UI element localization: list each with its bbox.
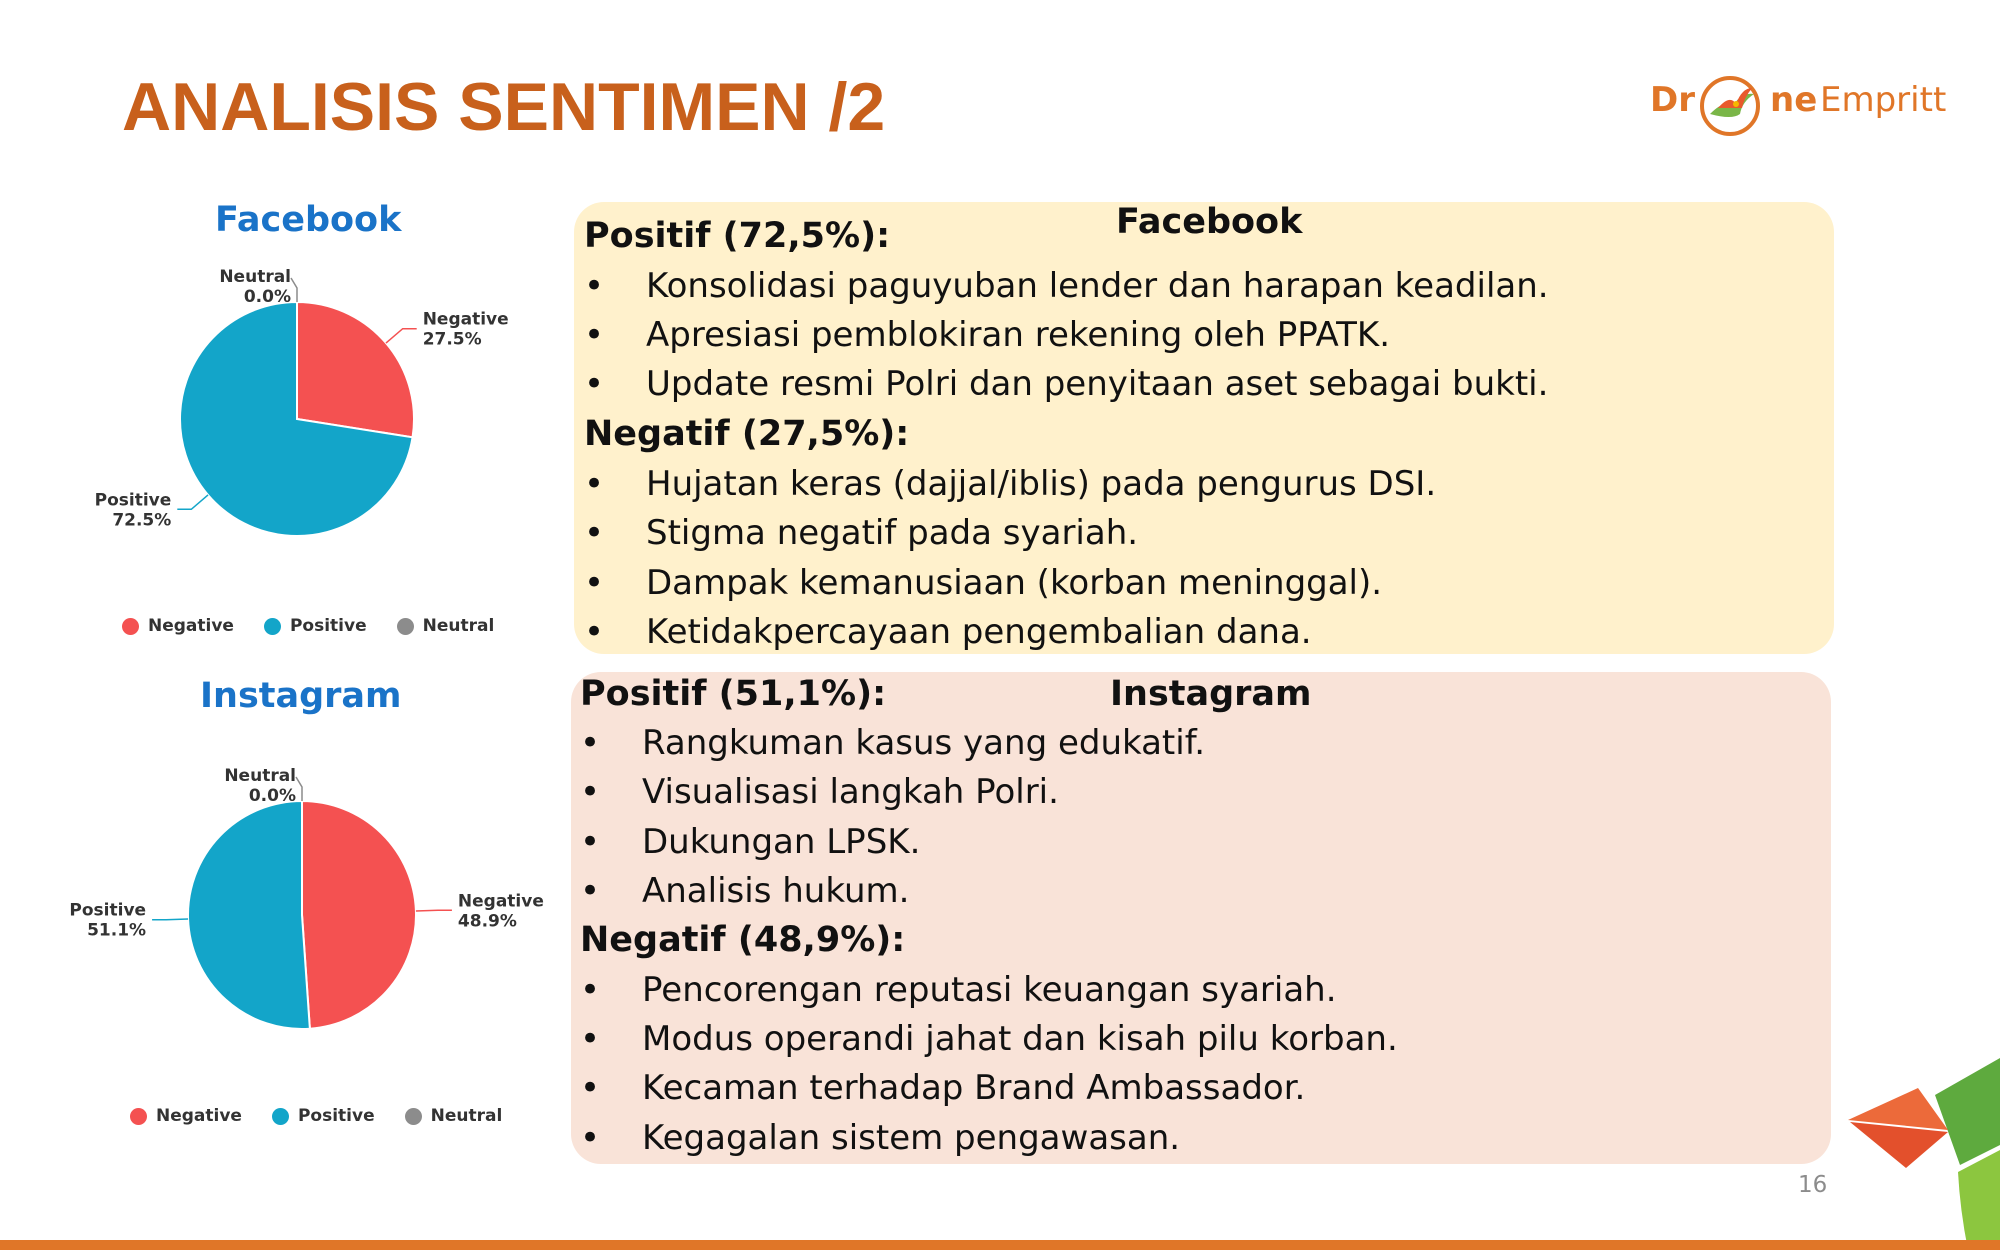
pie-label-negative: Negative bbox=[457, 891, 544, 912]
list-item-text: Pencorengan reputasi keuangan syariah. bbox=[642, 970, 1337, 1010]
pie-leader-line-positive bbox=[152, 919, 188, 920]
facebook-chart-title: Facebook bbox=[215, 200, 402, 240]
bullet-icon: • bbox=[580, 970, 601, 1010]
list-item-text: Ketidakpercayaan pengembalian dana. bbox=[646, 612, 1312, 652]
pie-slice-negative bbox=[302, 801, 416, 1029]
list-item-text: Visualisasi langkah Polri. bbox=[642, 772, 1059, 812]
legend-label-positive: Positive bbox=[297, 1106, 375, 1126]
logo-text-part3: Empritt bbox=[1820, 80, 1947, 120]
legend-label-neutral: Neutral bbox=[422, 616, 495, 636]
instagram-negative-heading: Negatif (48,9%): bbox=[580, 920, 906, 960]
bullet-icon: • bbox=[584, 266, 605, 306]
pie-label-neutral: Neutral bbox=[224, 766, 296, 786]
pie-value-label-neutral: 0.0% bbox=[248, 786, 296, 806]
list-item-text: Hujatan keras (dajjal/iblis) pada pengurus DSI. bbox=[646, 464, 1437, 504]
page-number: 16 bbox=[1798, 1172, 1828, 1198]
list-item-text: Stigma negatif pada syariah. bbox=[646, 513, 1139, 553]
bullet-icon: • bbox=[584, 513, 605, 553]
list-item-text: Rangkuman kasus yang edukatif. bbox=[642, 723, 1206, 763]
list-item-text: Kegagalan sistem pengawasan. bbox=[642, 1118, 1181, 1158]
pie-value-label-negative: 27.5% bbox=[422, 329, 482, 350]
logo-text-part1: Dr bbox=[1650, 80, 1695, 120]
legend-dot-neutral bbox=[405, 1108, 422, 1125]
bullet-icon: • bbox=[584, 612, 605, 652]
logo-text-part2: ne bbox=[1770, 80, 1818, 120]
legend-dot-negative bbox=[130, 1108, 147, 1125]
pie-leader-line-neutral bbox=[296, 777, 302, 801]
facebook-positive-heading: Positif (72,5%): bbox=[584, 216, 891, 256]
pie-label-negative: Negative bbox=[422, 309, 509, 330]
list-item-text: Kecaman terhadap Brand Ambassador. bbox=[642, 1068, 1306, 1108]
bullet-icon: • bbox=[580, 772, 601, 812]
pie-label-positive: Positive bbox=[94, 490, 172, 511]
instagram-positive-heading: Positif (51,1%): bbox=[580, 674, 887, 714]
drone-emprit-logo bbox=[1650, 74, 1947, 138]
list-item-text: Update resmi Polri dan penyitaan aset sebagai bukti. bbox=[646, 364, 1549, 404]
list-item-text: Dukungan LPSK. bbox=[642, 822, 921, 862]
bullet-icon: • bbox=[584, 315, 605, 355]
list-item-text: Modus operandi jahat dan kisah pilu korban. bbox=[642, 1019, 1398, 1059]
instagram-chart-title: Instagram bbox=[200, 676, 402, 716]
drone-bird-icon bbox=[1696, 74, 1766, 138]
legend-label-negative: Negative bbox=[148, 616, 234, 636]
pie-value-label-positive: 72.5% bbox=[112, 510, 172, 531]
facebook-negative-heading: Negatif (27,5%): bbox=[584, 414, 910, 454]
bullet-icon: • bbox=[580, 1118, 601, 1158]
instagram-legend bbox=[130, 1106, 532, 1126]
pie-value-label-neutral: 0.0% bbox=[243, 287, 291, 307]
pie-label-neutral: Neutral bbox=[219, 267, 291, 287]
pie-slice-positive bbox=[188, 801, 310, 1029]
bullet-icon: • bbox=[580, 822, 601, 862]
bullet-icon: • bbox=[580, 1019, 601, 1059]
legend-item-neutral bbox=[405, 1106, 503, 1126]
slide-title: ANALISIS SENTIMEN /2 bbox=[122, 69, 886, 145]
bullet-icon: • bbox=[584, 563, 605, 603]
pie-value-label-negative: 48.9% bbox=[457, 911, 517, 932]
legend-dot-positive bbox=[272, 1108, 289, 1125]
list-item-text: Konsolidasi paguyuban lender dan harapan keadilan. bbox=[646, 266, 1549, 306]
list-item-text: Dampak kemanusiaan (korban meninggal). bbox=[646, 563, 1383, 603]
list-item-text: Analisis hukum. bbox=[642, 871, 910, 911]
pie-label-positive: Positive bbox=[69, 900, 147, 921]
bullet-icon: • bbox=[580, 871, 601, 911]
facebook-panel-title: Facebook bbox=[1116, 202, 1303, 242]
bottom-accent-bar bbox=[0, 1240, 2000, 1250]
instagram-panel-title: Instagram bbox=[1110, 674, 1312, 714]
bullet-icon: • bbox=[584, 464, 605, 504]
bullet-icon: • bbox=[584, 364, 605, 404]
pie-leader-line-negative bbox=[416, 910, 452, 911]
corner-leaf-decoration bbox=[1840, 1050, 2000, 1250]
bullet-icon: • bbox=[580, 1068, 601, 1108]
bullet-icon: • bbox=[580, 723, 601, 763]
instagram-pie-chart bbox=[0, 0, 560, 1160]
pie-value-label-positive: 51.1% bbox=[87, 920, 147, 941]
legend-label-negative: Negative bbox=[156, 1106, 242, 1126]
legend-label-positive: Positive bbox=[289, 616, 367, 636]
legend-item-positive bbox=[272, 1106, 375, 1126]
legend-item-negative bbox=[130, 1106, 242, 1126]
list-item-text: Apresiasi pemblokiran rekening oleh PPATK. bbox=[646, 315, 1391, 355]
legend-label-neutral: Neutral bbox=[430, 1106, 503, 1126]
